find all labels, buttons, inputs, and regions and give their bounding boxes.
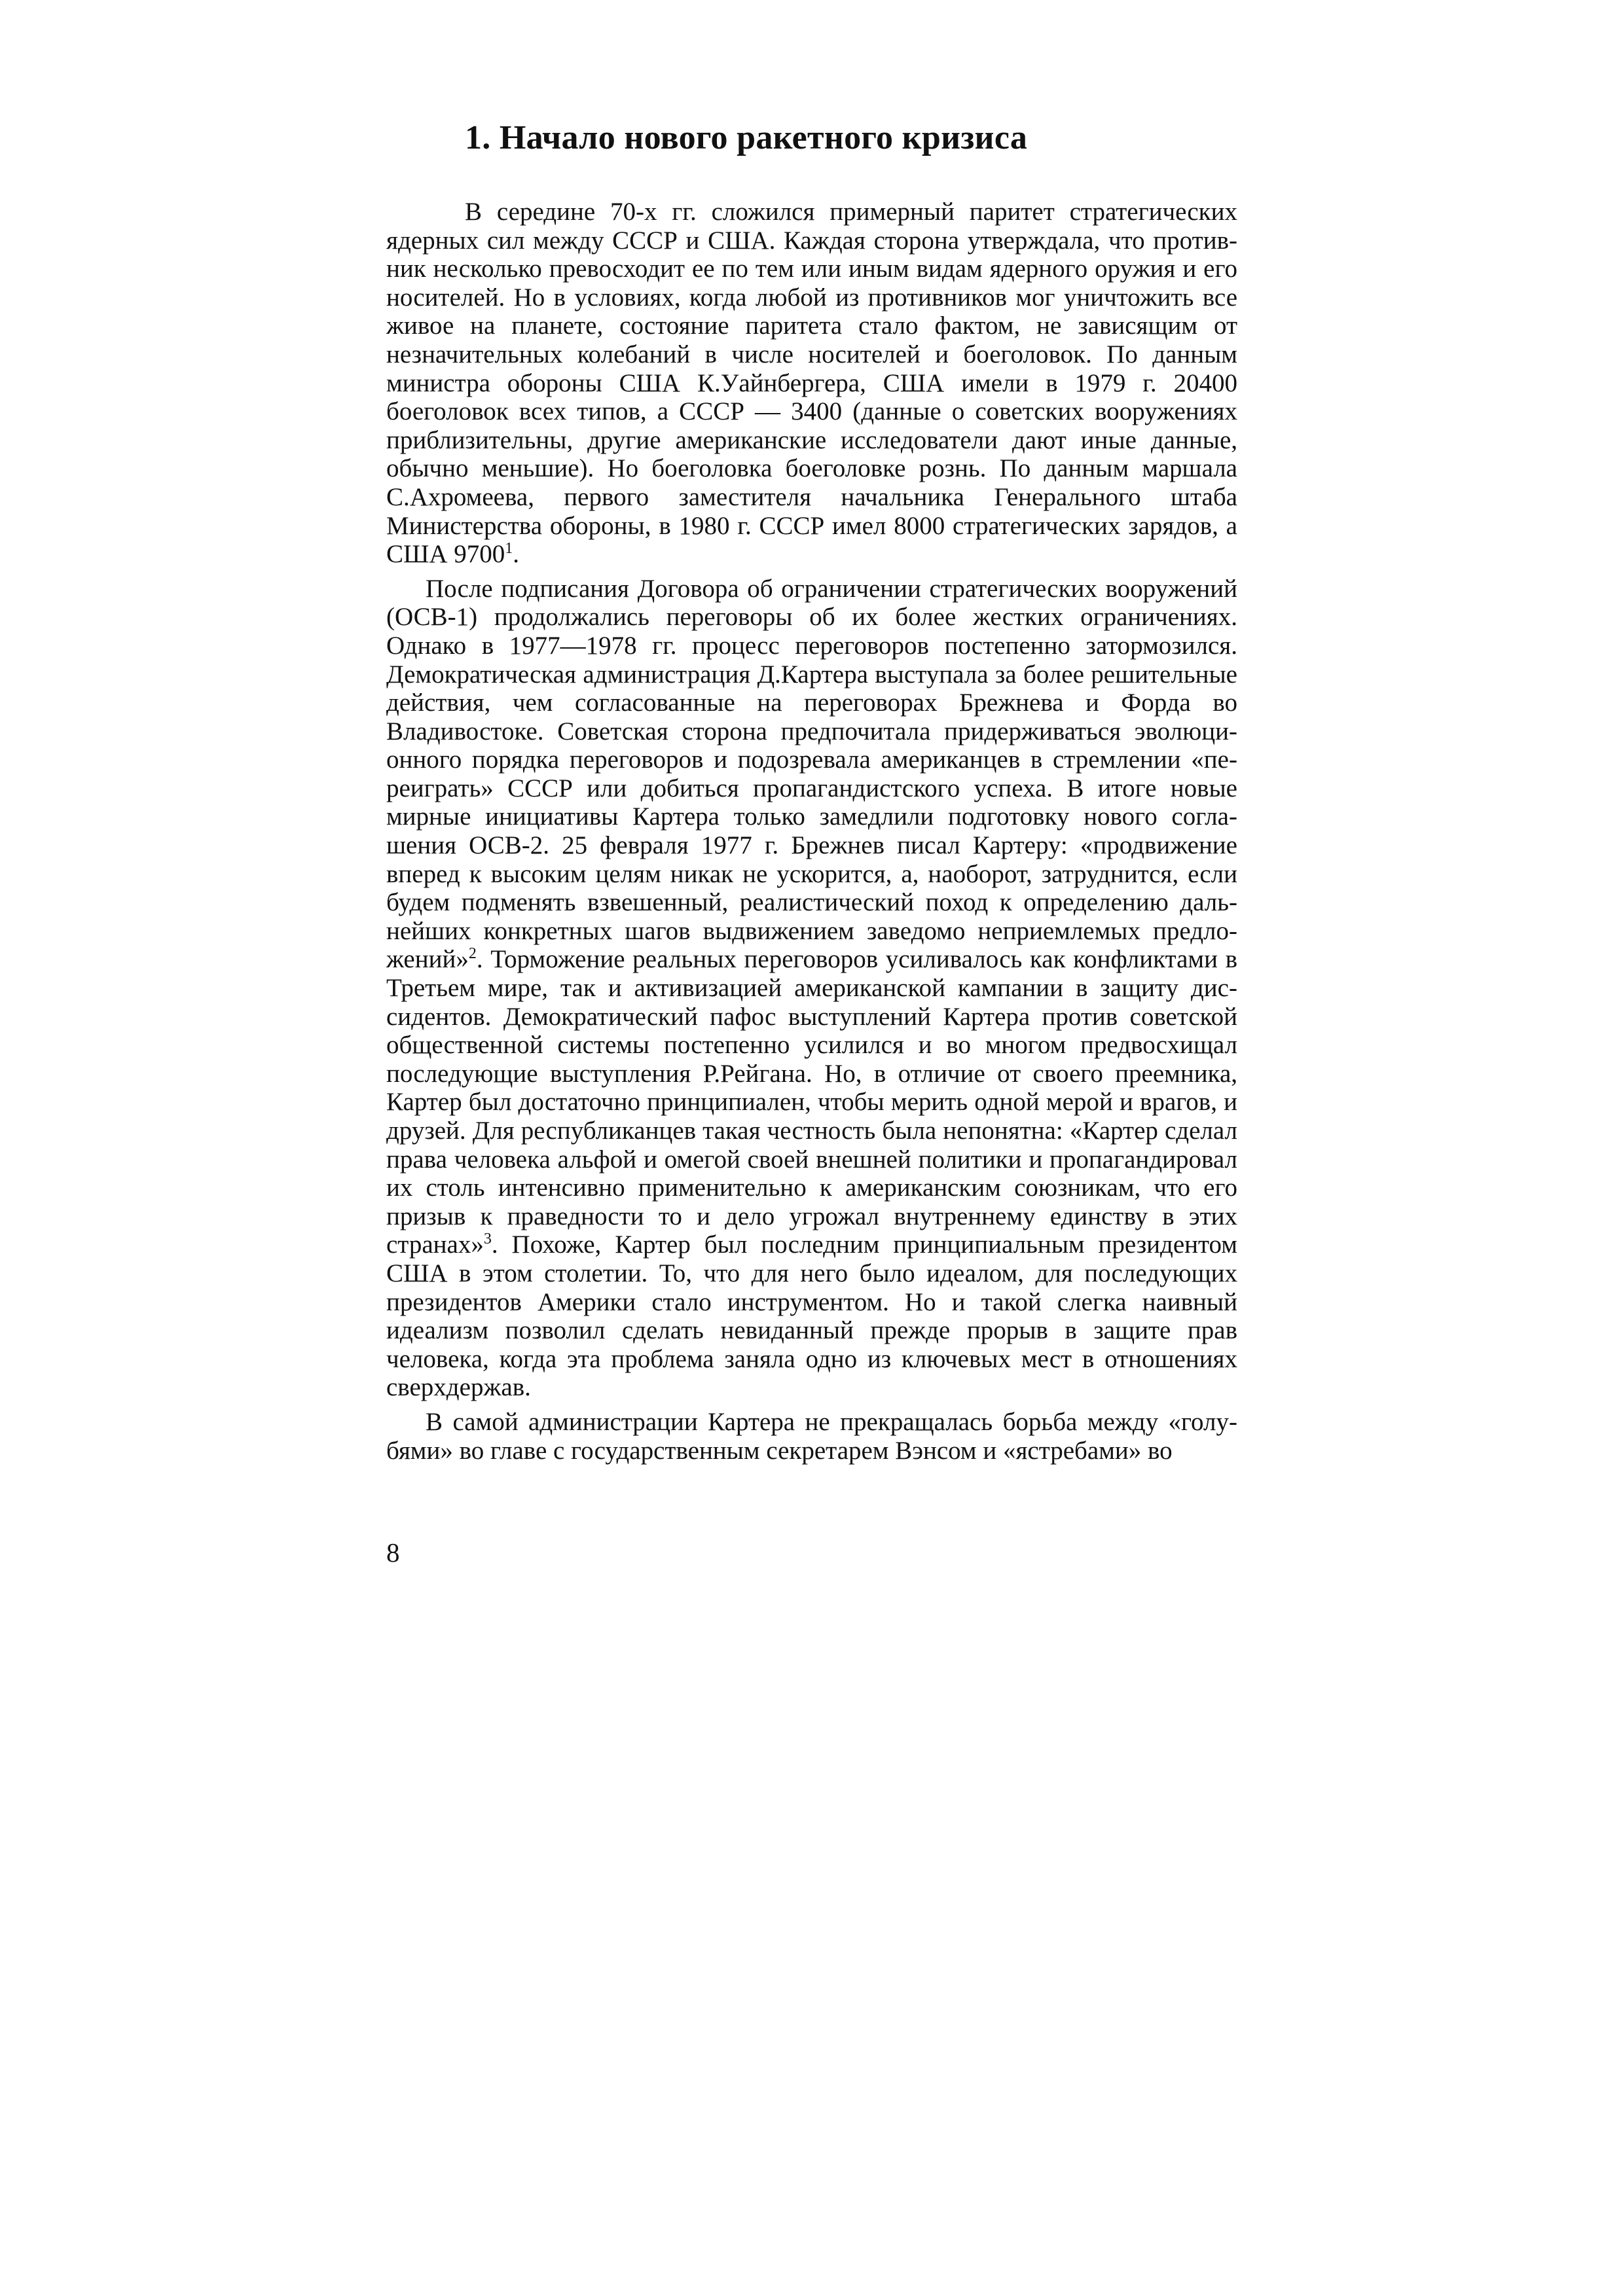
footnote-ref-1: 1 [505,540,513,558]
paragraph-1 [386,198,1237,569]
paragraph-2 [386,575,1237,1402]
paragraph-text: После подписания Договора об ограничении стратегических вооружений (ОСВ-1) продолжались переговоры об их более жестких ограничениях. Однако в 1977—1978 гг. процесс переговоров постепенно затормозился. Демократическая администрация Д.Картера выступала за более решительные действия, чем согласованные на переговорах Брежнева и Форда во Владивостоке. Советская сторона предпочитала придерживаться эволюционного порядка переговоров и подозревала американцев в стремлении «переиграть» СССР или добиться пропагандистского успеха. В итоге новые мирные инициативы Картера только замедлили подготовку нового соглашения ОСВ-2. 25 февраля 1977 г. Брежнев писал Картеру: «продвижение вперед к высоким целям никак не ускорится, а, наоборот, затруднится, если будем подменять взвешенный, реалистический поход к определению дальнейших конкретных шагов выдвижением заведомо неприемлемых предложений» [386,574,1237,974]
chapter-heading: 1. Начало нового ракетного кризиса [465,119,1028,156]
page-content [386,111,1237,1465]
paragraph-text: В середине 70-х гг. сложился примерный паритет стратегических ядерных сил между СССР и США. Каждая сторона утверждала, что противник несколько превосходит ее по тем или иным видам ядерного оружия и его носителей. Но в условиях, когда любой из противников мог уничтожить все живое на планете, состояние паритета стало фактом, не зависящим от незначительных колебаний в числе носителей и боеголовок. По данным министра обороны США К.Уайнбергера, США имели в 1979 г. 20400 боеголовок всех типов, а СССР — 3400 (данные о советских вооружениях приблизительны, другие американские исследователи дают иные данные, обычно меньшие). Но боеголовка боеголовке рознь. По данным маршала С.Ахромеева, первого заместителя начальника Генерального штаба Министерства обороны, в 1980 г. СССР имел 8000 стратегических зарядов, а США 9700 [386,198,1237,569]
paragraph-text: . Похоже, Картер был последним принципиальным президентом США в этом столетии. То, что для него было идеалом, для последующих президентов Америки стало инструментом. Но и такой слегка наивный идеализм позволил сделать невиданный прежде прорыв в защите прав человека, когда эта проблема заняла одно из ключевых мест в отношениях сверхдержав. [386,1230,1237,1402]
footnote-ref-2: 2 [468,945,477,963]
paragraph-3 [386,1408,1237,1465]
paragraph-text: . [513,540,520,569]
footnote-ref-3: 3 [483,1230,492,1248]
body-text [386,198,1237,1465]
paragraph-text: . Торможение реальных переговоров усиливалось как конфликтами в Третьем мире, так и активизацией американской кампании в защиту диссидентов. Демократический пафос выступлений Картера против советской общественной системы постепенно усилился и во многом предвосхищал последующие выступления Р.Рейгана. Но, в отличие от своего преемника, Картер был достаточно принципиален, чтобы мерить одной мерой и врагов, и друзей. Для республиканцев такая честность была непонятна: «Картер сделал права человека альфой и омегой своей внешней политики и пропагандировал их столь интенсивно применительно к американским союзникам, что его призыв к праведности то и дело угрожал внутреннему единству в этих странах» [386,945,1237,1259]
paragraph-text: В самой администрации Картера не прекращалась борьба между «голубями» во главе с государственным секретарем Вэнсом и «ястребами» во [386,1407,1237,1465]
page-number: 8 [386,1537,400,1568]
